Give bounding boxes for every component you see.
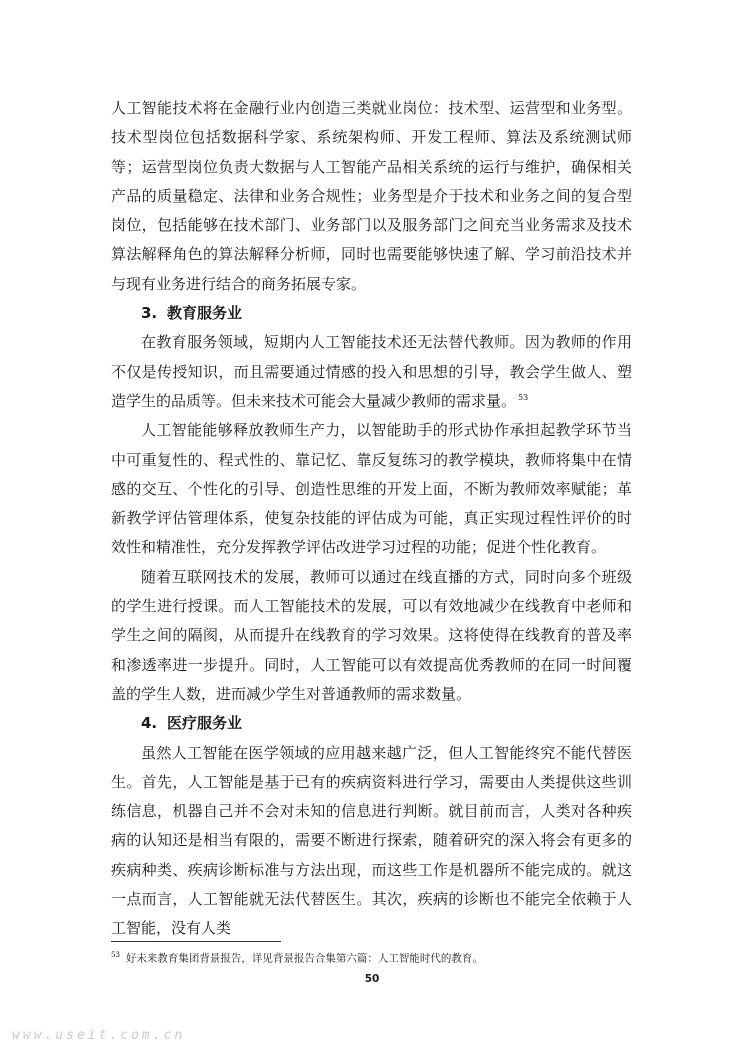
section-heading-medical xyxy=(111,709,632,738)
paragraph-finance-jobs: 人工智能技术将在金融行业内创造三类就业岗位：技术型、运营型和业务型。技术型岗位包括数据科学家、系统架构师、开发工程师、算法及系统测试师等；运营型岗位负责大数据与人工智能产品相关系统的运行与维护，确保相关产品的质量稳定、法律和业务合规性；业务型是介于技术和业务之间的复合型岗位，包括能够在技术部门、业务部门以及服务部门之间充当业务需求及技术算法解释角色的算法解释分析师，同时也需要能够快速了解、学习前沿技术并与现有业务进行结合的商务拓展专家。 xyxy=(111,99,632,293)
footnote-divider xyxy=(111,941,281,942)
section-number: 3. xyxy=(141,304,158,323)
footnote-text: 好未来教育集团背景报告，详见背景报告合集第六篇：人工智能时代的教育。 xyxy=(125,952,483,965)
paragraph-text: 在教育服务领域，短期内人工智能技术还无法替代教师。因为教师的作用不仅是传授知识，而且需要通过情感的投入和思想的引导，教会学生做人、塑造学生的品质等。但未来技术可能会大量减少教师的需求量。 xyxy=(111,333,632,410)
paragraph-teacher-productivity: 人工智能能够释放教师生产力，以智能助手的形式协作承担起教学环节当中可重复性的、程式性的、靠记忆、靠反复练习的教学模块，教师将集中在情感的交互、个性化的引导、创造性思维的开发上面，不断为教师效率赋能；革新教学评估管理体系，使复杂技能的评估成为可能，真正实现过程性评价的时效性和精准性，充分发挥教学评估改进学习过程的功能；促进个性化教育。 xyxy=(111,421,632,557)
page-number: 50 xyxy=(364,973,380,985)
section-title: 医疗服务业 xyxy=(167,714,243,733)
footnote-reference[interactable]: 53 xyxy=(518,392,529,402)
footnote xyxy=(111,948,632,966)
section-heading-education xyxy=(111,299,632,328)
watermark: www.useit.com.cn xyxy=(12,1028,186,1043)
paragraph-online-education: 随着互联网技术的发展，教师可以通过在线直播的方式，同时向多个班级的学生进行授课。而人工智能技术的发展，可以有效地减少在线教育中老师和学生之间的隔阂，从而提升在线教育的学习效果。这将使得在线教育的普及率和渗透率进一步提升。同时，人工智能可以有效提高优秀教师的在同一时间覆盖的学生人数，进而减少学生对普通教师的需求数量。 xyxy=(111,567,632,703)
footnote-mark: 53 xyxy=(111,951,120,959)
body-text xyxy=(111,94,632,944)
section-title: 教育服务业 xyxy=(167,304,243,323)
paragraph-medical: 虽然人工智能在医学领域的应用越来越广泛，但人工智能终究不能代替医生。首先，人工智能是基于已有的疾病资料进行学习，需要由人类提供这些训练信息，机器自己并不会对未知的信息进行判断。就目前而言，人类对各种疾病的认知还是相当有限的，需要不断进行探索，随着研究的深入将会有更多的疾病种类、疾病诊断标准与方法出现，而这些工作是机器所不能完成的。就这一点而言，人工智能就无法代替医生。其次，疾病的诊断也不能完全依赖于人工智能，没有人类 xyxy=(111,743,632,938)
section-number: 4. xyxy=(141,714,158,733)
paragraph-education-intro xyxy=(111,328,632,416)
